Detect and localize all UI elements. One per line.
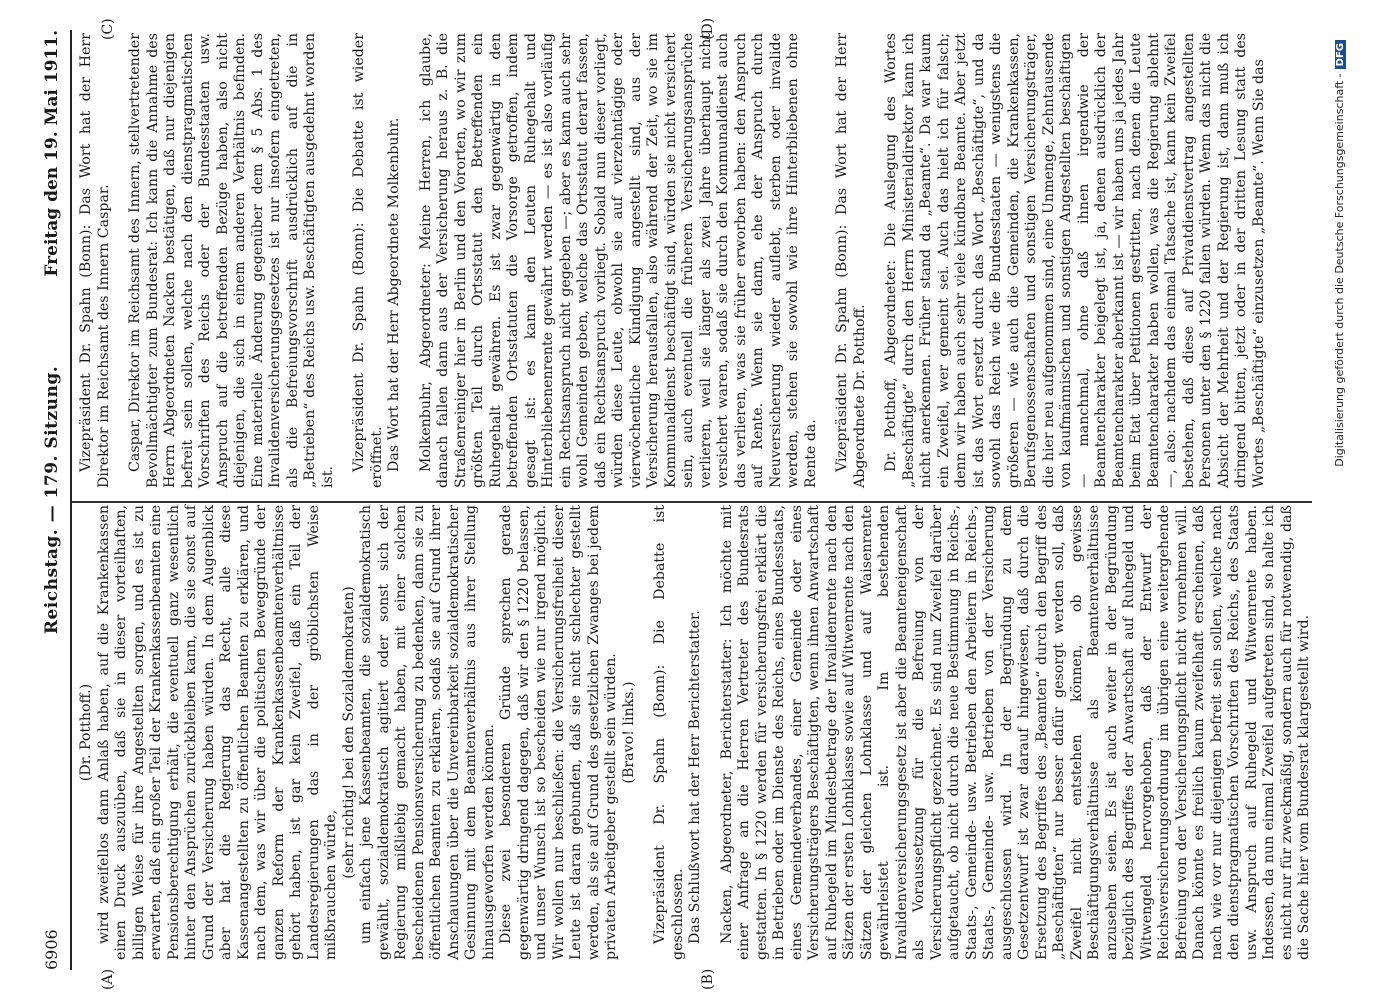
paragraph: Vizepräsident Dr. Spahn (Bonn): Das Wort hat der Herr Direktor im Reichsamt des Innern Caspar. <box>78 33 112 488</box>
interjection: (sehr richtig! bei den Sozialdemokraten) <box>340 586 357 879</box>
paragraph: Nacken, Abgeordneter, Berichterstatter: Ich möchte mit einer Anfrage an die Herren Vertreter des Bundesrats gestatten. In § 1220 werden für versicherungsfrei erklärt die in Betrieben oder im Dienste des Reichs, eines Bundesstaats, eines Gemeindeverbandes, einer Gemeinde oder eines Versicherungsträgers Beschäftigten, wenn ihnen Anwartschaft auf Ruhegeld im Mindestbetrage der Invalidenrente nach den Sätzen der ersten Lohnklasse sowie auf Witwenrente nach den Sätzen der gleichen Lohnklasse und auf Waisenrente gewährleistet ist. Im bestehenden Invalidenversicherungsgesetz ist aber die Beamteneigenschaft als Voraussetzung für die Befreiung von der Versicherungspflicht gezeichnet. Es sind nun Zweifel darüber aufgetaucht, ob nicht durch die neue Bestimmung in Reichs-, Staats-, Gemeinde- usw. Betrieben den Arbeitern in Reichs-, Staats-, Gemeinde- usw. Betrieben von der Versicherung ausgeschlossen wird. In der Begründung zu dem Gesetzentwurf ist zwar darauf hingewiesen, daß durch die Ersetzung des Begriffes des „Beamten“ durch den Begriff des „Beschäftigten“ nur besser dafür gesorgt werden soll, daß Zweifel nicht entstehen können, ob gewisse Beschäftigungsverhältnisse als Beamtenverhältnisse anzusehen seien. Es ist auch weiter in der Begründung bezüglich des Begriffes der Anwartschaft auf Ruhegeld und Witwengeld hervorgehoben, daß der Entwurf der Reichsversicherungsordnung im übrigen eine weitergehende Befreiung von der Versicherungspflicht nicht vornehmen will. Danach könnte es freilich kaum zweifelhaft erscheinen, daß nach wie vor nur diejenigen befreit sein sollen, welche nach den dienstpragmatischen Vorschriften des Reichs, des Staats usw. Anspruch auf Ruhegeld und Witwenrente haben. Indessen, da nun einmal Zweifel aufgetreten sind, so halte ich es nicht nur für zweckmäßig, sondern auch für notwendig, daß die Sache hier vom Bundesrat klargestellt wird. <box>718 505 1312 960</box>
interjection: (Bravo! links.) <box>620 681 637 784</box>
paragraph: Vizepräsident Dr. Spahn (Bonn): Die Debatte ist geschlossen. <box>652 505 686 960</box>
left-column <box>78 505 1312 960</box>
margin-letter-b: (B) <box>700 968 716 990</box>
page-date: Freitag den 19. Mai 1911. <box>42 30 62 277</box>
page-header <box>38 30 68 970</box>
paragraph: Das Schlußwort hat der Herr Berichterstatter. <box>687 610 703 944</box>
column-divider <box>72 502 1312 504</box>
margin-letter-d: (D) <box>700 17 716 40</box>
right-column <box>78 33 1308 488</box>
page-number: 6906 <box>42 929 61 970</box>
paragraph: Vizepräsident Dr. Spahn (Bonn): Das Wort hat der Herr Abgeordnete Dr. Potthoff. <box>834 33 868 488</box>
dfg-logo: DFG <box>1335 40 1346 69</box>
digitization-text: Digitalisierung gefördert durch die Deutsche Forschungsgemeinschaft - <box>1333 73 1346 467</box>
paragraph: Dr. Potthoff, Abgeordneter: Die Auslegung des Wortes „Beschäftigte“ durch den Herrn Ministerialdirektor kann ich nicht anerkennen. Früher stand da „Beamte“. Da war kaum ein Zweifel, wer gemeint sei. Auch das hielt ich für falsch; denn wir haben auch sehr viele kündbare Beamte. Aber jetzt ist das Wort ersetzt durch das Wort „Beschäftigte“, und da sowohl das Reich wie die Bundesstaaten — wenigstens die größeren — wie auch die Gemeinden, die Krankenkassen, Berufsgenossenschaften und sonstigen Versicherungsträger, die hier neu aufgenommen sind, eine Unmenge, Zehntausende von kaufmännischen und sonstigen Angestellten beschäftigen — manchmal, ohne daß ihnen irgendwie der Beamtencharakter beigelegt ist, ja, denen ausdrücklich der Beamtencharakter aberkannt ist — wir haben uns ja jedes Jahr beim Etat über Petitionen gestritten, nach denen die Leute Beamtencharakter haben wollen, was die Regierung ablehnt —, also: nachdem das einmal Tatsache ist, kann kein Zweifel bestehen, daß diese auf Privatdienstvertrag angestellten Personen unter den § 1220 fallen würden. Wenn das nicht die Absicht der Mehrheit und der Regierung ist, dann muß ich dringend bitten, jetzt oder in der dritten Lesung statt des Wortes „Beschäftigte“ einzusetzen „Beamte“. Wenn Sie das <box>883 33 1267 488</box>
speaker-marker: (Dr. Potthoff.) <box>78 683 94 782</box>
page-title: Reichstag. — 179. Sitzung. <box>42 365 62 635</box>
paragraph: Caspar, Direktor im Reichsamt des Innern, stellvertretender Bevollmächtigter zum Bundesrat: Ich kann die Annahme des Herrn Abgeordneten Nacken bestätigen, daß nur diejenigen befreit sein sollen, welche nach den dienstpragmatischen Vorschriften des Reichs oder der Bundesstaaten usw. Anspruch auf die betreffenden Bezüge haben, also nicht diejenigen, die sich in einem anderen Verhältnis befinden. Eine materielle Änderung gegenüber dem § 5 Abs. 1 des Invalidenversicherungsgesetzes ist nur insofern eingetreten, als die Befreiungsvorschrift ausdrücklich auf die in „Betrieben“ des Reichs usw. Beschäftigten ausgedehnt worden ist. <box>127 33 336 488</box>
paragraph: um einfach jene Kassenbeamten, die sozialdemokratisch gewählt, sozialdemokratisch agitiert oder sonst sich der Regierung mißliebig gemacht haben, mit einer solchen bescheidenen Pensionsversicherung zu bedenken, dann sie zu öffentlichen Beamten zu erklären, sodaß sie auf Grund ihrer Anschauungen über die Unvereinbarkeit sozialdemokratischer Gesinnung mit dem Beamtenverhältnis aus ihrer Stellung hinausgeworfen werden können. <box>358 505 497 960</box>
digitization-note <box>1333 40 1346 960</box>
paragraph: Vizepräsident Dr. Spahn (Bonn): Die Debatte ist wieder eröffnet. <box>351 33 385 488</box>
header-rule <box>70 30 72 970</box>
paragraph: Das Wort hat der Herr Abgeordnete Molkenbuhr. <box>386 117 402 472</box>
paragraph: wird zweifellos dann Anlaß haben, auf die Krankenkassen einen Druck auszuüben, daß sie in dieser vorteilhaften, billigen Weise für ihre Angestellten sorgen, und es ist zu erwarten, daß ein großer Teil der Krankenkassenbeamten eine Pensionsberechtigung erhält, die eventuell ganz wesentlich hinter den Ansprüchen zurückbleiben kann, die sie sonst auf Grund der Versicherung haben würden. In dem Augenblick aber hat die Regierung das Recht, alle diese Kassenangestellten zu öffentlichen Beamten zu erklären, und nach dem, was wir über die politischen Beweggründe der ganzen Reform der Krankenkassenbeamtenverhältnisse gehört haben, ist gar kein Zweifel, daß ein Teil der Landesregierungen das in der gröblichsten Weise mißbrauchen würde, <box>95 505 339 960</box>
paragraph: Diese zwei besonderen Gründe sprechen gerade gegenwärtig dringend dagegen, daß wir den § 1220 belassen, und unser Wunsch ist so bescheiden wie nur irgend möglich. Wir wollen nur beschließen: die Versicherungsfreiheit dieser Leute ist daran gebunden, daß sie nicht schlechter gestellt werden, als sie auf Grund des gesetzlichen Zwanges bei jedem privaten Arbeitgeber gestellt sein würden. <box>498 505 619 960</box>
paragraph: Molkenbuhr, Abgeordneter: Meine Herren, ich glaube, danach fallen dann aus der Versicherung heraus z. B. die Straßenreiniger hier in Berlin und den Vororten, wo wir zum größten Teil durch Ortsstatut den Betreffenden ein Ruhegehalt gewähren. Es ist zwar gegenwärtig in den betreffenden Ortsstatuten die Vorsorge getroffen, indem gesagt ist: es kann den Leuten Ruhegehalt und Hinterbliebenenrente gewährt werden — es ist also vorläufig ein Rechtsanspruch nicht gegeben —; aber es kann auch sehr wohl Gemeinden geben, welche das Ortsstatut derart fassen, daß ein Rechtsanspruch vorliegt. Sobald nun dieser vorliegt, würden diese Leute, obwohl sie auf vierzehntägige oder vierwöchentliche Kündigung angestellt sind, aus der Versicherung herausfallen, also während der Zeit, wo sie im Kommunaldienst beschäftigt sind, würden sie nicht versichert sein, auch eventuell die früheren Versicherungsansprüche verlieren, weil sie länger als zwei Jahre überhaupt nicht versichert waren, sodaß sie durch den Kommunaldienst auch das verlieren, was sie früher erworben haben: den Anspruch auf Rente. Wenn sie dann, ehe der Anspruch durch Neuversicherung wieder auflebt, sterben oder invalide werden, stehen sie sowohl wie ihre Hinterbliebenen ohne Rente da. <box>417 33 819 488</box>
margin-letter-c: (C) <box>100 18 116 40</box>
margin-letter-a: (A) <box>100 968 116 990</box>
